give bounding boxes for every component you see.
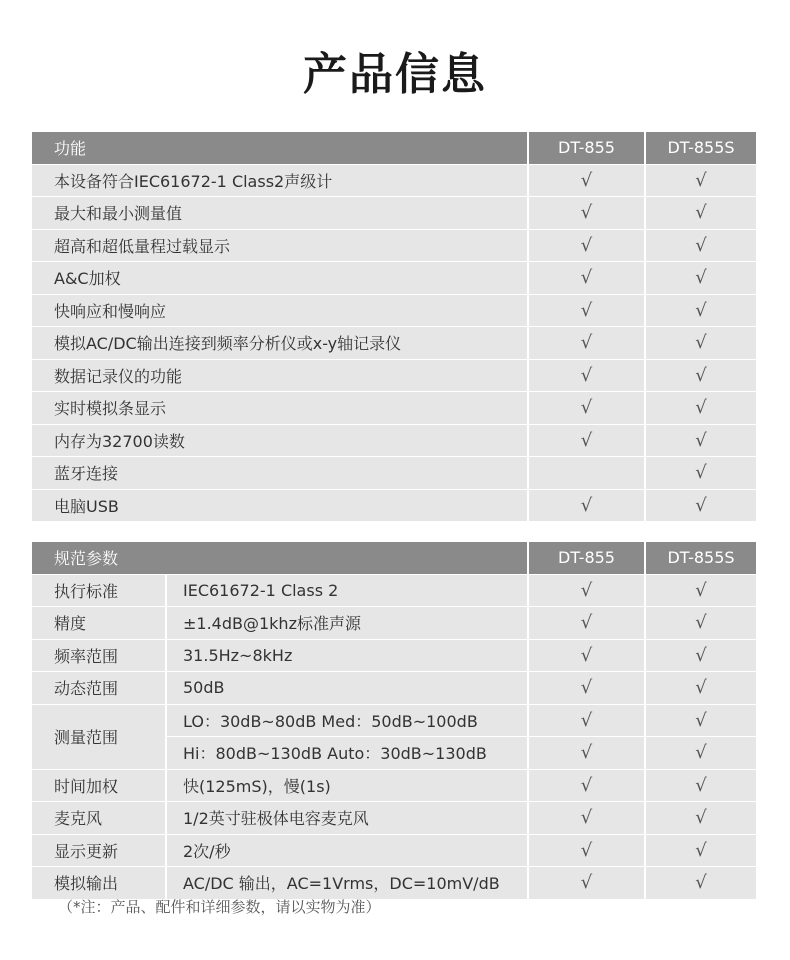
check-mark-icon: √ (528, 574, 645, 607)
feature-label: 电脑USB (32, 489, 528, 522)
check-mark-icon: √ (528, 672, 645, 705)
specs-row (32, 704, 756, 737)
check-mark-icon: √ (645, 704, 756, 737)
feature-label: 超高和超低量程过载显示 (32, 229, 528, 262)
check-mark-icon: √ (528, 834, 645, 867)
spec-label: 麦克风 (32, 802, 166, 835)
feature-label: 内存为32700读数 (32, 424, 528, 457)
check-mark-icon: √ (645, 834, 756, 867)
specs-row (32, 607, 756, 640)
spec-value: Hi：80dB~130dB Auto：30dB~130dB (166, 737, 528, 770)
check-mark-icon: √ (645, 607, 756, 640)
specs-row (32, 639, 756, 672)
check-mark-icon: √ (645, 327, 756, 360)
spec-value: 50dB (166, 672, 528, 705)
specs-header-model-1: DT-855 (528, 542, 645, 574)
check-mark-icon: √ (528, 769, 645, 802)
spec-label: 测量范围 (32, 704, 166, 769)
check-mark-icon: √ (645, 392, 756, 425)
spec-value: LO：30dB~80dB Med：50dB~100dB (166, 704, 528, 737)
specs-row (32, 769, 756, 802)
check-mark-icon: √ (528, 737, 645, 770)
features-row (32, 424, 756, 457)
check-mark-icon: √ (645, 489, 756, 522)
check-mark-icon: √ (528, 607, 645, 640)
spec-label: 模拟输出 (32, 867, 166, 900)
feature-label: 实时模拟条显示 (32, 392, 528, 425)
check-mark-icon: √ (528, 704, 645, 737)
spec-label: 显示更新 (32, 834, 166, 867)
spec-label: 频率范围 (32, 639, 166, 672)
check-mark-icon: √ (645, 424, 756, 457)
check-mark-icon: √ (645, 769, 756, 802)
feature-label: A&C加权 (32, 262, 528, 295)
features-row (32, 294, 756, 327)
features-row (32, 327, 756, 360)
check-mark-icon: √ (645, 197, 756, 230)
specs-row (32, 834, 756, 867)
specs-header-model-2: DT-855S (645, 542, 756, 574)
features-row (32, 359, 756, 392)
feature-label: 本设备符合IEC61672-1 Class2声级计 (32, 164, 528, 197)
features-header-model-2: DT-855S (645, 132, 756, 164)
feature-label: 模拟AC/DC输出连接到频率分析仪或x-y轴记录仪 (32, 327, 528, 360)
footnote: （*注：产品、配件和详细参数，请以实物为准） (58, 898, 381, 916)
check-mark-icon: √ (645, 802, 756, 835)
feature-label: 快响应和慢响应 (32, 294, 528, 327)
check-mark-icon: √ (528, 802, 645, 835)
check-mark-icon: √ (645, 457, 756, 490)
check-mark-icon: √ (645, 262, 756, 295)
specs-row (32, 672, 756, 705)
spec-value: IEC61672-1 Class 2 (166, 574, 528, 607)
spec-value: 快(125mS)，慢(1s) (166, 769, 528, 802)
spec-value: ±1.4dB@1khz标准声源 (166, 607, 528, 640)
feature-label: 最大和最小测量值 (32, 197, 528, 230)
check-mark-icon: √ (528, 229, 645, 262)
check-mark-icon: √ (528, 639, 645, 672)
specs-row (32, 802, 756, 835)
specs-table (32, 542, 756, 900)
specs-row (32, 574, 756, 607)
features-row (32, 489, 756, 522)
check-mark-icon: √ (528, 327, 645, 360)
features-header-model-1: DT-855 (528, 132, 645, 164)
check-mark-icon: √ (528, 867, 645, 900)
feature-label: 蓝牙连接 (32, 457, 528, 490)
check-mark-icon (528, 457, 645, 490)
check-mark-icon: √ (528, 489, 645, 522)
specs-header-row (32, 542, 756, 574)
features-row (32, 197, 756, 230)
check-mark-icon: √ (645, 229, 756, 262)
check-mark-icon: √ (528, 164, 645, 197)
check-mark-icon: √ (645, 639, 756, 672)
check-mark-icon: √ (528, 392, 645, 425)
spec-label: 动态范围 (32, 672, 166, 705)
check-mark-icon: √ (645, 359, 756, 392)
features-row (32, 457, 756, 490)
features-row (32, 392, 756, 425)
check-mark-icon: √ (528, 294, 645, 327)
check-mark-icon: √ (645, 737, 756, 770)
spec-value: 2次/秒 (166, 834, 528, 867)
features-row (32, 262, 756, 295)
check-mark-icon: √ (528, 359, 645, 392)
features-table (32, 132, 756, 522)
check-mark-icon: √ (528, 197, 645, 230)
spec-label: 精度 (32, 607, 166, 640)
features-row (32, 229, 756, 262)
spec-label: 执行标准 (32, 574, 166, 607)
check-mark-icon: √ (645, 574, 756, 607)
features-header-row (32, 132, 756, 164)
spec-value: AC/DC 输出，AC=1Vrms，DC=10mV/dB (166, 867, 528, 900)
check-mark-icon: √ (645, 867, 756, 900)
specs-row (32, 867, 756, 900)
check-mark-icon: √ (645, 672, 756, 705)
features-row (32, 164, 756, 197)
specs-header-label: 规范参数 (32, 542, 528, 574)
spec-value: 31.5Hz~8kHz (166, 639, 528, 672)
check-mark-icon: √ (645, 164, 756, 197)
feature-label: 数据记录仪的功能 (32, 359, 528, 392)
spec-label: 时间加权 (32, 769, 166, 802)
page-title: 产品信息 (303, 49, 487, 100)
spec-value: 1/2英寸驻极体电容麦克风 (166, 802, 528, 835)
check-mark-icon: √ (645, 294, 756, 327)
check-mark-icon: √ (528, 424, 645, 457)
check-mark-icon: √ (528, 262, 645, 295)
features-header-label: 功能 (32, 132, 528, 164)
